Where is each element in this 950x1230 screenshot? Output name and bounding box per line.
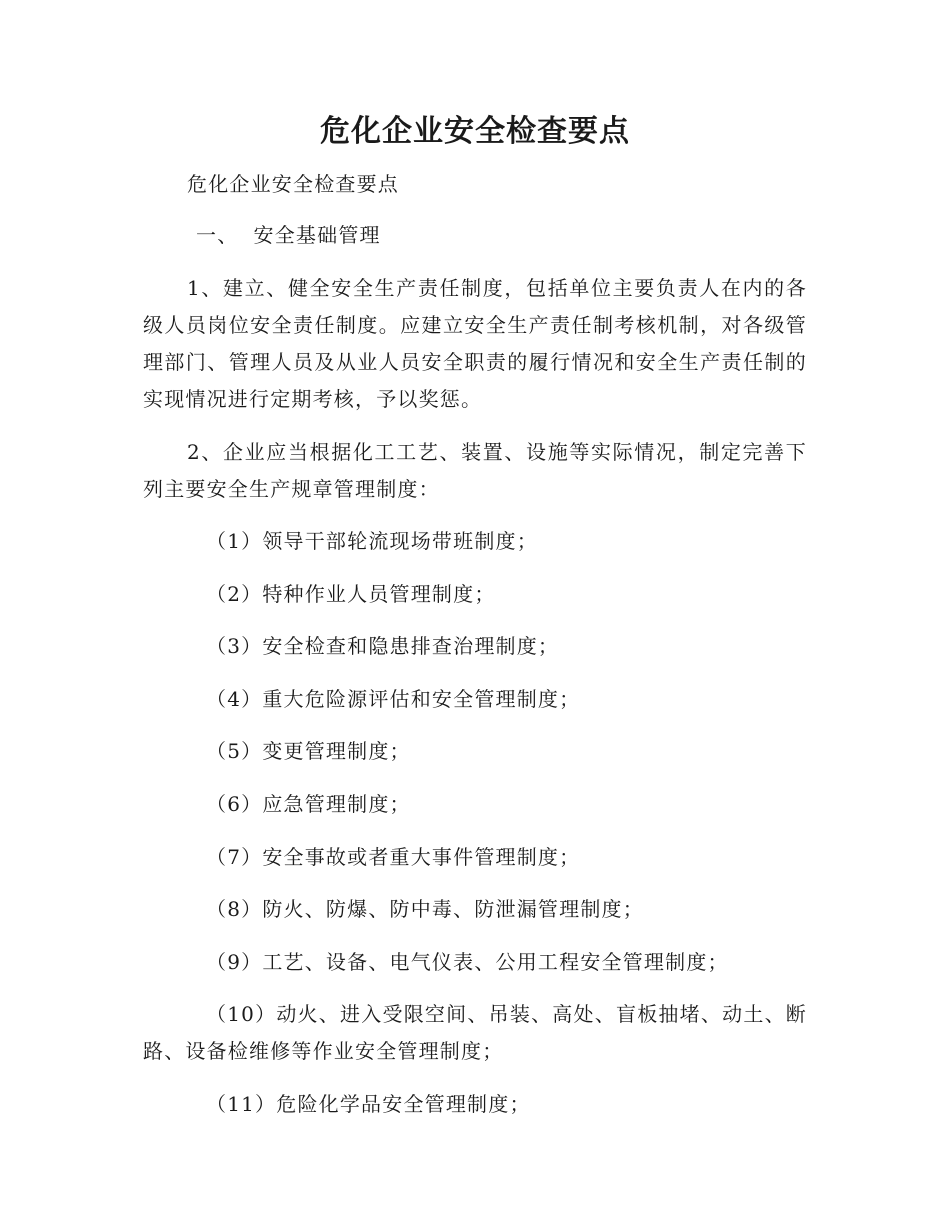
list-item: （10）动火、进入受限空间、吊装、高处、盲板抽堵、动土、断路、设备检维修等作业安全管理制度；: [143, 1002, 807, 1063]
paragraph-responsibility: 1、建立、健全安全生产责任制度，包括单位主要负责人在内的各级人员岗位安全责任制度。应建立安全生产责任制考核机制，对各级管理部门、管理人员及从业人员安全职责的履行情况和安全生产责任制的实现情况进行定期考核，予以奖惩。: [143, 276, 807, 411]
page-title: 危化企业安全检查要点: [320, 114, 630, 149]
list-item: （6）应急管理制度；: [206, 792, 411, 816]
list-item: （11）危险化学品安全管理制度；: [206, 1092, 531, 1116]
list-item: （1）领导干部轮流现场带班制度；: [206, 529, 538, 553]
list-item: （9）工艺、设备、电气仪表、公用工程安全管理制度；: [206, 950, 729, 974]
document-subtitle: 危化企业安全检查要点: [187, 172, 399, 196]
list-item: （7）安全事故或者重大事件管理制度；: [206, 845, 581, 869]
list-item: （4）重大危险源评估和安全管理制度；: [206, 687, 581, 711]
list-item: （8）防火、防爆、防中毒、防泄漏管理制度；: [206, 897, 644, 921]
section-heading: 一、 安全基础管理: [196, 223, 381, 247]
list-item: （2）特种作业人员管理制度；: [206, 582, 496, 606]
list-item: （5）变更管理制度；: [206, 739, 411, 763]
paragraph-regulations: 2、企业应当根据化工工艺、装置、设施等实际情况，制定完善下列主要安全生产规章管理制度：: [143, 440, 807, 501]
list-item: （3）安全检查和隐患排查治理制度；: [206, 634, 560, 658]
